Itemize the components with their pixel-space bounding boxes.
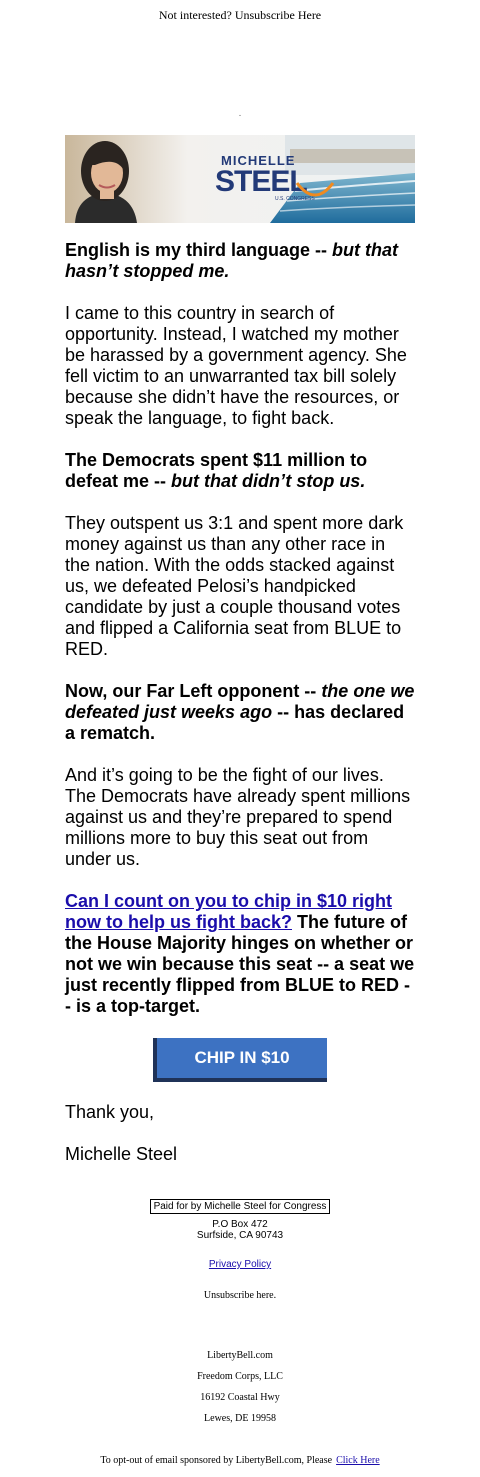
banner-name-last: STEEL — [215, 165, 307, 198]
paragraph-democrats: The Democrats spent $11 million to defeat me -- but that didn’t stop us. — [65, 450, 368, 491]
chip-in-link[interactable]: Can I count on you to chip in $10 right now to help us fight back? — [65, 891, 393, 932]
signoff: Thank you, — [65, 1102, 155, 1122]
banner-name-first: MICHELLE — [221, 153, 296, 168]
paragraph-outspent: They outspent us 3:1 and spent more dark money against us than any other race in the nation. With the odds stacked against us, we defeated Pelosi’s handpicked candidate by just a couple thousand votes and flipped a California seat from BLUE to RED. — [65, 513, 404, 659]
signature: Michelle Steel — [65, 1144, 178, 1164]
paragraph-rematch: Now, our Far Left opponent -- the one we defeated just weeks ago -- has declared a rematch. — [65, 681, 415, 743]
address-line-1: P.O Box 472 — [212, 1219, 268, 1230]
optout-notice — [0, 1455, 480, 1466]
sponsor-line: Lewes, DE 19958 — [204, 1413, 276, 1424]
top-unsubscribe-link[interactable]: Not interested? Unsubscribe Here — [158, 8, 322, 22]
paragraph-fight: And it’s going to be the fight of our lives. The Democrats have already spent millions against us and they’re prepared to spend millions more to buy this seat out from under us. — [65, 765, 411, 869]
paragraph-story: I came to this country in search of opportunity. Instead, I watched my mother be harassed by a government agency. She fell victim to an unwarranted tax bill solely because she didn’t have the resources, or speak the language, to fight back. — [65, 303, 407, 428]
sponsor-address — [0, 1350, 480, 1434]
footer-unsubscribe-link[interactable]: Unsubscribe here. — [203, 1290, 277, 1301]
email-body — [65, 240, 415, 1186]
banner-office: U.S. CONGRESS — [275, 196, 315, 202]
spacer-dot: . — [238, 108, 242, 118]
paragraph-intro: English is my third language -- but that hasn’t stopped me. — [65, 240, 399, 281]
banner-swoosh-icon — [295, 177, 335, 207]
sponsor-line: Freedom Corps, LLC — [197, 1371, 283, 1382]
sponsor-line: 16192 Coastal Hwy — [200, 1392, 280, 1403]
privacy-policy-link[interactable]: Privacy Policy — [208, 1259, 272, 1270]
address-line-2: Surfside, CA 90743 — [196, 1230, 284, 1241]
paragraph-ask: Can I count on you to chip in $10 right now to help us fight back? The future of the House Majority hinges on whether or not we win because this seat -- a seat we just recently flipped from BLUE to RED -- is a top-target. — [65, 891, 415, 1016]
paid-for-disclaimer: Paid for by Michelle Steel for Congress — [150, 1199, 331, 1214]
campaign-banner — [65, 135, 415, 223]
optout-link[interactable]: Click Here — [336, 1455, 380, 1466]
chip-in-button[interactable]: CHIP IN $10 — [153, 1038, 327, 1082]
sponsor-line: LibertyBell.com — [207, 1350, 273, 1361]
optout-text: To opt-out of email sponsored by LibertyBell.com, Please — [100, 1455, 333, 1466]
footer — [0, 1199, 480, 1301]
